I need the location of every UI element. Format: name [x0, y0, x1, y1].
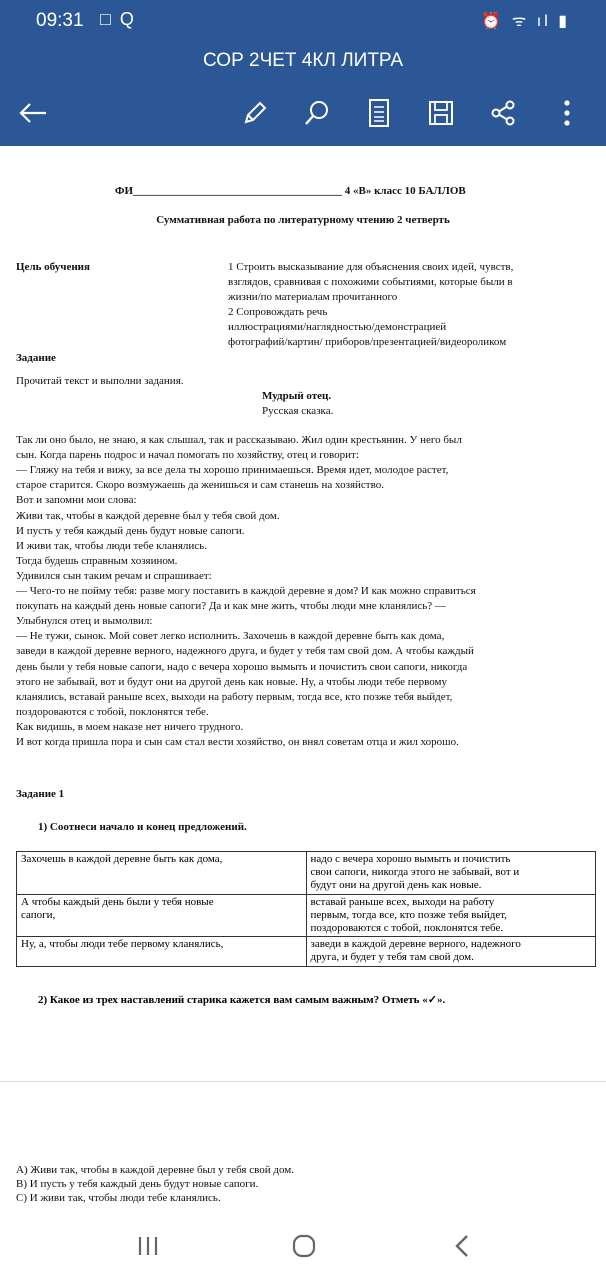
- story-line: Удивился сын таким речам и спрашивает:: [16, 569, 212, 582]
- answer-option: А) Живи так, чтобы в каждой деревне был у тебя свой дом.: [16, 1164, 294, 1176]
- answer-option: В) И пусть у тебя каждый день будут новые сапоги.: [16, 1178, 259, 1190]
- story-line: — Не тужи, сынок. Мой совет легко исполнить. Захочешь в каждой деревне быть как дома,: [16, 630, 445, 643]
- story-title: Мудрый отец.: [262, 390, 332, 402]
- story-line: — Гляжу на тебя и вижу, за все дела ты хорошо принимаешься. Время идет, молодое растет,: [16, 464, 449, 477]
- header-line: ФИ______________________________________ 4 «В» класс 10 БАЛЛОВ: [115, 185, 466, 197]
- home-button[interactable]: [282, 1224, 326, 1268]
- cell-line: надо с вечера хорошо вымыть и почистить: [310, 853, 511, 865]
- story-line: покупать на каждый день новые сапоги? Да и как мне жить, чтобы люди мне кланялись? —: [16, 600, 446, 613]
- story-line: Улыбнулся отец и вымолвил:: [16, 615, 153, 628]
- back-button[interactable]: [440, 1224, 484, 1268]
- story-line: Живи так, чтобы в каждой деревне был у тебя свой дом.: [16, 509, 280, 522]
- answer-option: С) И живи так, чтобы люди тебе кланялись.: [16, 1192, 221, 1204]
- goal-line: 1 Строить высказывание для объяснения своих идей, чувств,: [228, 261, 514, 273]
- story-line: кланялись, вставай раньше всех, выходи на работу первым, тогда все, кто позже тебя выйдет,: [16, 690, 453, 703]
- story-line: этого не забывай, вот и будут они на другой день как новые. Ну, а чтобы люди тебе первому: [16, 675, 447, 688]
- task1-question2: 2) Какое из трех наставлений старика кажется вам самым важным? Отметь «✓».: [38, 994, 446, 1006]
- sentence-end-cell: [306, 852, 596, 895]
- cell-line: будут они на другой день как новые.: [310, 879, 482, 892]
- sentence-end-cell: [306, 937, 596, 966]
- sentence-start-cell: [17, 937, 307, 966]
- cell-line: вставай раньше всех, выходи на работу: [310, 895, 495, 908]
- story-line: заведи в каждой деревне верного, надежного друга, и будет у тебя там свой дом. А чтобы каждый: [16, 645, 474, 658]
- goal-line: фотографий/картин/ приборов/презентацией/видеороликом: [228, 336, 507, 348]
- sentence-start-cell: [17, 894, 307, 937]
- edit-pencil-icon[interactable]: [238, 96, 272, 130]
- status-system-icons: ⏰ ᯤ ıl ▮: [481, 13, 570, 30]
- toolbar: [0, 90, 606, 136]
- story-line: сын. Когда парень подрос и начал помогать по хозяйству, отец и говорит:: [16, 449, 359, 462]
- instruction-text: Прочитай текст и выполни задания.: [16, 375, 184, 387]
- story-line: старое старится. Скоро возмужаешь да женишься и сам станешь на хозяйство.: [16, 479, 384, 492]
- document-title: СОР 2ЧЕТ 4КЛ ЛИТРА: [202, 50, 403, 71]
- share-icon[interactable]: [486, 96, 520, 130]
- page-divider: [0, 1081, 606, 1082]
- story-line: И живи так, чтобы люди тебе кланялись.: [16, 539, 207, 552]
- matching-table: [16, 851, 596, 967]
- task-label: Задание: [16, 352, 56, 364]
- goal-line: взглядов, сравнивая с похожими событиями, которые были в: [228, 276, 513, 288]
- goal-line: иллюстрациями/наглядностью/демонстрацией: [228, 321, 447, 333]
- recents-button[interactable]: [126, 1224, 170, 1268]
- status-time: 09:31: [36, 10, 84, 31]
- goal-line: жизни/по материалам прочитанного: [228, 291, 398, 303]
- table-row: [17, 852, 596, 895]
- story-line: Как видишь, в моем наказе нет ничего трудного.: [16, 720, 244, 733]
- table-row: [17, 894, 596, 937]
- story-line: И пусть у тебя каждый день будут новые сапоги.: [16, 524, 245, 537]
- save-icon[interactable]: [424, 96, 458, 130]
- cell-line: Захочешь в каждой деревне быть как дома,: [21, 853, 223, 865]
- cell-line: друга, и будет у тебя там свой дом.: [310, 951, 474, 964]
- goal-line: 2 Сопровождать речь: [228, 306, 328, 318]
- story-line: Тогда будешь справным хозяином.: [16, 554, 178, 567]
- goal-label: Цель обучения: [16, 261, 90, 273]
- reading-view-icon[interactable]: [362, 96, 396, 130]
- task1-question1: 1) Соотнеси начало и конец предложений.: [38, 821, 247, 833]
- cell-line: А чтобы каждый день были у тебя новые: [21, 895, 214, 908]
- cell-line: первым, тогда все, кто позже тебя выйдет,: [310, 908, 507, 921]
- story-line: день были у тебя новые сапоги, надо с вечера хорошо вымыть и почистить свои сапоги, никогда: [16, 660, 468, 673]
- cell-line: свои сапоги, никогда этого не забывай, вот и: [310, 866, 520, 879]
- table-row: [17, 937, 596, 966]
- story-line: И вот когда пришла пора и сын сам стал вести хозяйство, он внял советам отца и жил хорошо.: [16, 736, 459, 748]
- work-subtitle: Суммативная работа по литературному чтению 2 четверть: [156, 214, 450, 226]
- story-line: — Чего-то не пойму тебя: разве могу поставить в каждой деревне я дом? И как можно справиться: [16, 585, 476, 597]
- sentence-start-cell: [17, 852, 307, 895]
- cell-line: Ну, а, чтобы люди тебе первому кланялись,: [21, 938, 224, 951]
- system-nav-bar: [0, 1212, 606, 1280]
- task1-label: Задание 1: [16, 788, 65, 800]
- cell-line: сапоги,: [21, 908, 56, 921]
- sentence-end-cell: [306, 894, 596, 937]
- story-line: Вот и запомни мои слова:: [16, 494, 137, 507]
- cell-line: поздороваются с тобой, поклонятся тебе.: [310, 921, 504, 934]
- more-vert-icon[interactable]: [550, 96, 584, 130]
- story-subtitle: Русская сказка.: [262, 405, 334, 417]
- back-arrow-icon[interactable]: [16, 96, 50, 130]
- app-header: [0, 0, 606, 146]
- story-line: поздороваются с тобой, поклонятся тебе.: [16, 705, 209, 718]
- story-line: Так ли оно было, не знаю, я как слышал, так и рассказываю. Жил один крестьянин. У него был: [16, 434, 462, 446]
- search-icon[interactable]: [300, 96, 334, 130]
- cell-line: заведи в каждой деревне верного, надежного: [310, 938, 521, 951]
- status-notification-icons: □ Q: [100, 9, 136, 29]
